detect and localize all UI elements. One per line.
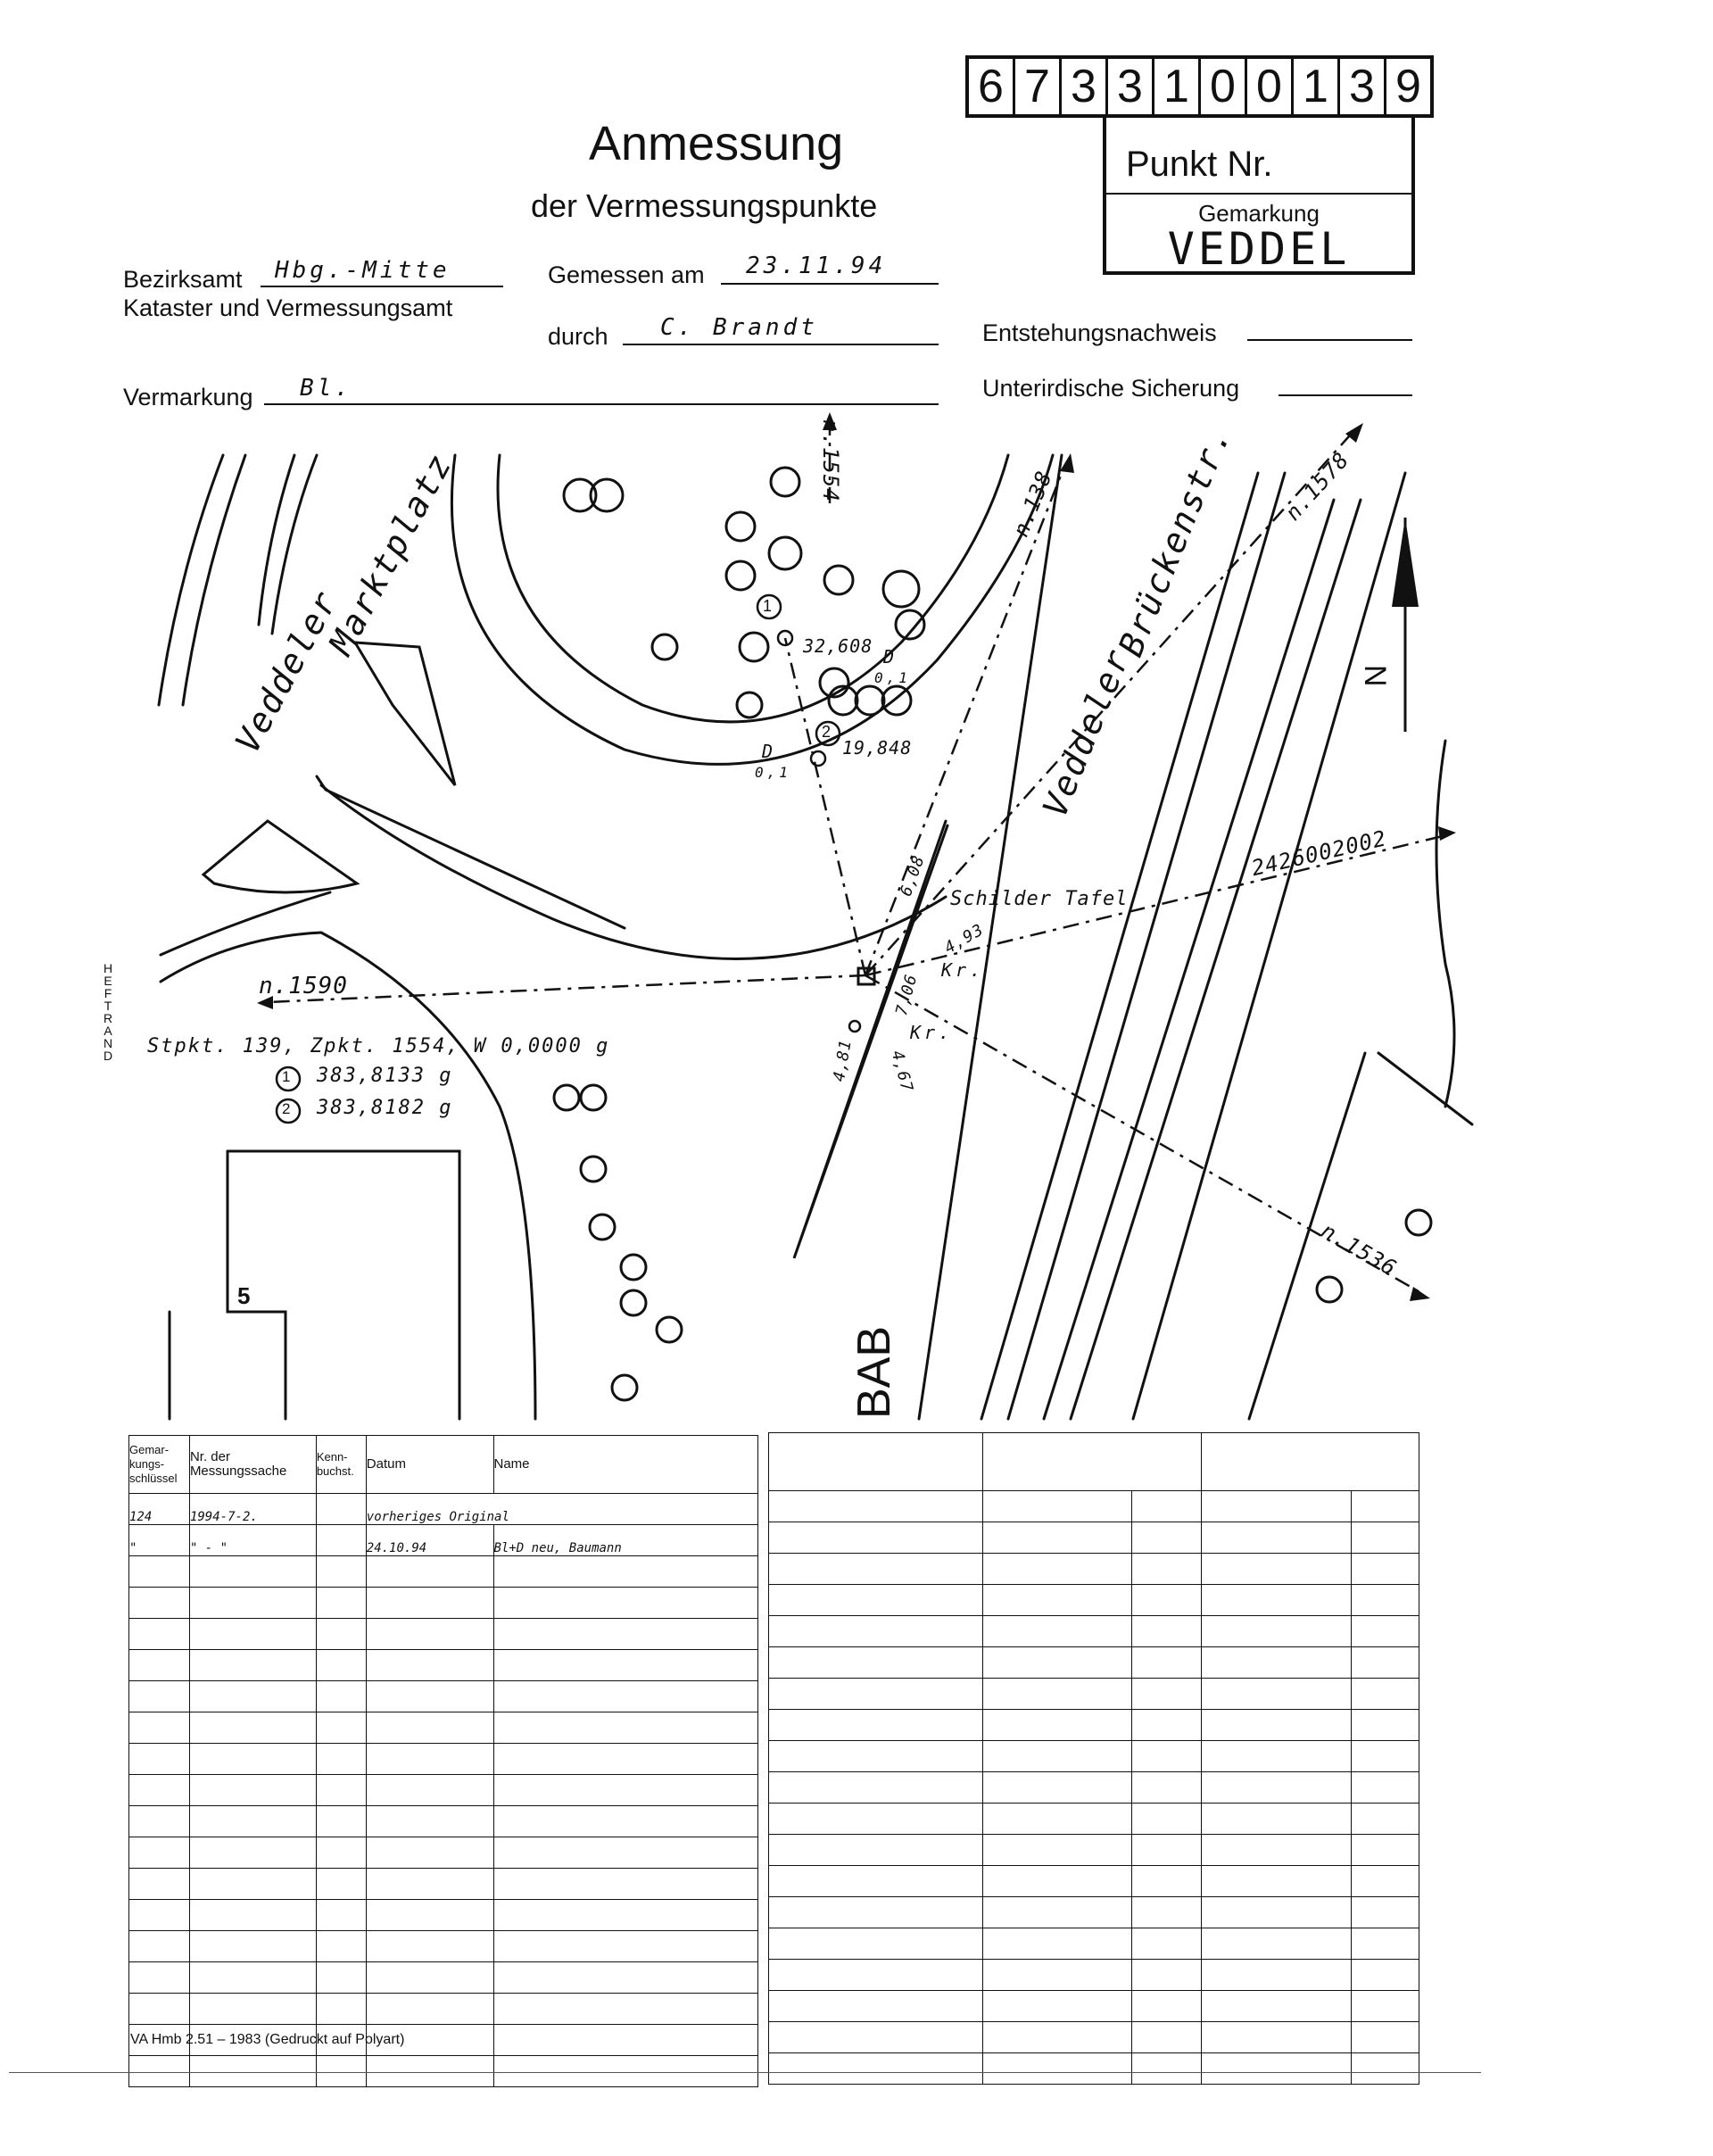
bezirksamt-label: Bezirksamt [123, 266, 243, 293]
mark-label: 0,1 [874, 669, 911, 686]
measure-label: 19,848 [842, 737, 913, 759]
vermarkung-label: Vermarkung [123, 384, 253, 410]
office-line: Kataster und Vermessungsamt [123, 294, 453, 321]
direction-label: n.1590 [259, 973, 348, 999]
table-header: Nr. der Messungssache [189, 1436, 316, 1494]
mark-label: D [762, 741, 777, 762]
point-marker-label: 1 [763, 597, 773, 615]
punkt-nr-label: Punkt Nr. [1126, 145, 1273, 184]
street-label: BAB [848, 1325, 900, 1419]
table-row [769, 1491, 1419, 1522]
digit: 6 [969, 59, 1015, 114]
durch-label: durch [548, 323, 608, 350]
gemarkung-value: VEDDEL [1167, 223, 1351, 275]
table-row [129, 2056, 758, 2087]
table-row [769, 1679, 1419, 1710]
table-row [769, 1741, 1419, 1772]
table-row [769, 1616, 1419, 1647]
table-row [769, 1804, 1419, 1835]
table-header: Gemar-kungs-schlüssel [129, 1436, 190, 1494]
durch-value: C. Brandt [660, 314, 818, 341]
table-row [129, 1775, 758, 1806]
table-row [769, 1835, 1419, 1866]
digit: 9 [1395, 61, 1421, 112]
digit: 3 [1108, 59, 1154, 114]
table-header-row [769, 1433, 1419, 1491]
table-row [769, 1554, 1419, 1585]
bottom-rule [9, 2072, 1481, 2073]
table-header: Name [493, 1436, 758, 1494]
unterirdisch-label: Unterirdische Sicherung [982, 375, 1240, 402]
station-reading: 383,8133 g [317, 1065, 453, 1087]
table-row [129, 1837, 758, 1869]
north-label: N [1358, 665, 1392, 687]
table-row [129, 1588, 758, 1619]
digit: 3 [1062, 59, 1108, 114]
table-row [769, 1991, 1419, 2022]
heftrand-margin-label: HEFTRAND [103, 961, 113, 1063]
measure-label: 7,06 [892, 972, 922, 1018]
station-line: Stpkt. 139, Zpkt. 1554, W 0,0000 g [147, 1035, 610, 1057]
table-row [769, 1585, 1419, 1616]
table-row [129, 1994, 758, 2025]
measure-label: 6,08 [897, 852, 929, 900]
table-row [769, 2022, 1419, 2053]
table-row: 124 1994-7-2. vorheriges Original [129, 1494, 758, 1525]
direction-label: n.1554 [818, 419, 843, 502]
table-row [769, 1647, 1419, 1679]
street-label: Brückenstr. [1111, 420, 1239, 662]
table-row [129, 1712, 758, 1744]
table-header: Kenn-buchst. [316, 1436, 366, 1494]
measure-label: 4,93 [941, 920, 988, 958]
building-number: 5 [237, 1282, 251, 1309]
digit: 7 [1015, 59, 1062, 114]
sign-label: Schilder Tafel [950, 888, 1129, 910]
direction-label: n.1536 [1317, 1218, 1402, 1281]
vermarkung-value: Bl. [300, 375, 352, 402]
gemarkung-label: Gemarkung [1198, 200, 1320, 227]
table-row [129, 1869, 758, 1900]
table-row [769, 1960, 1419, 1991]
entstehung-label: Entstehungsnachweis [982, 319, 1217, 346]
digit: 1 [1154, 59, 1201, 114]
digit: 3 [1340, 59, 1386, 114]
table-row [769, 1772, 1419, 1804]
table-row [129, 1900, 758, 1931]
table-row [129, 1806, 758, 1837]
gemessen-label: Gemessen am [548, 261, 705, 288]
table-header: Datum [366, 1436, 493, 1494]
table-row [129, 1744, 758, 1775]
table-row [129, 1650, 758, 1681]
measure-label: 4,81 [830, 1038, 856, 1083]
mark-label: 0,1 [755, 764, 791, 781]
station-marker: 1 [282, 1068, 291, 1085]
table-row [129, 1931, 758, 1962]
record-table-left [128, 1435, 758, 2087]
table-row [769, 1710, 1419, 1741]
table-row [769, 1522, 1419, 1554]
street-label: Marktplatz [321, 446, 460, 661]
table-row [129, 1962, 758, 1994]
direction-label: n.138 [1008, 467, 1057, 541]
table-row [129, 1681, 758, 1712]
digit: 0 [1247, 59, 1294, 114]
table-row: " " - " 24.10.94 Bl+D neu, Baumann [129, 1525, 758, 1556]
table-row [129, 1556, 758, 1588]
table-row [769, 1866, 1419, 1897]
table-row [129, 1619, 758, 1650]
point-marker-label: 2 [822, 723, 832, 741]
table-row [769, 1897, 1419, 1928]
table-row [769, 1928, 1419, 1960]
direction-label: 2426002002 [1249, 825, 1389, 882]
record-table-right [768, 1432, 1419, 2085]
table-header-row [129, 1436, 758, 1494]
measure-label: 4,67 [887, 1049, 917, 1095]
page-subtitle: der Vermessungspunkte [531, 187, 878, 224]
gemessen-value: 23.11.94 [746, 253, 887, 279]
page-title: Anmessung [589, 117, 844, 170]
digit: 1 [1294, 59, 1340, 114]
station-marker: 2 [282, 1100, 291, 1117]
measure-label: 32,608 [803, 635, 873, 657]
mark-label: Kr. [910, 1022, 954, 1043]
street-label: Veddeler [228, 584, 346, 759]
table-row [769, 2053, 1419, 2085]
bezirksamt-value: Hbg.-Mitte [275, 257, 451, 284]
digit: 0 [1201, 59, 1247, 114]
mark-label: D [883, 646, 898, 668]
street-label: Veddeler [1035, 643, 1138, 823]
footer-print-note: VA Hmb 2.51 – 1983 (Gedruckt auf Polyart) [130, 2032, 405, 2047]
direction-label: n.1578 [1280, 447, 1354, 526]
station-reading: 383,8182 g [317, 1097, 453, 1119]
mark-label: Kr. [941, 959, 985, 981]
